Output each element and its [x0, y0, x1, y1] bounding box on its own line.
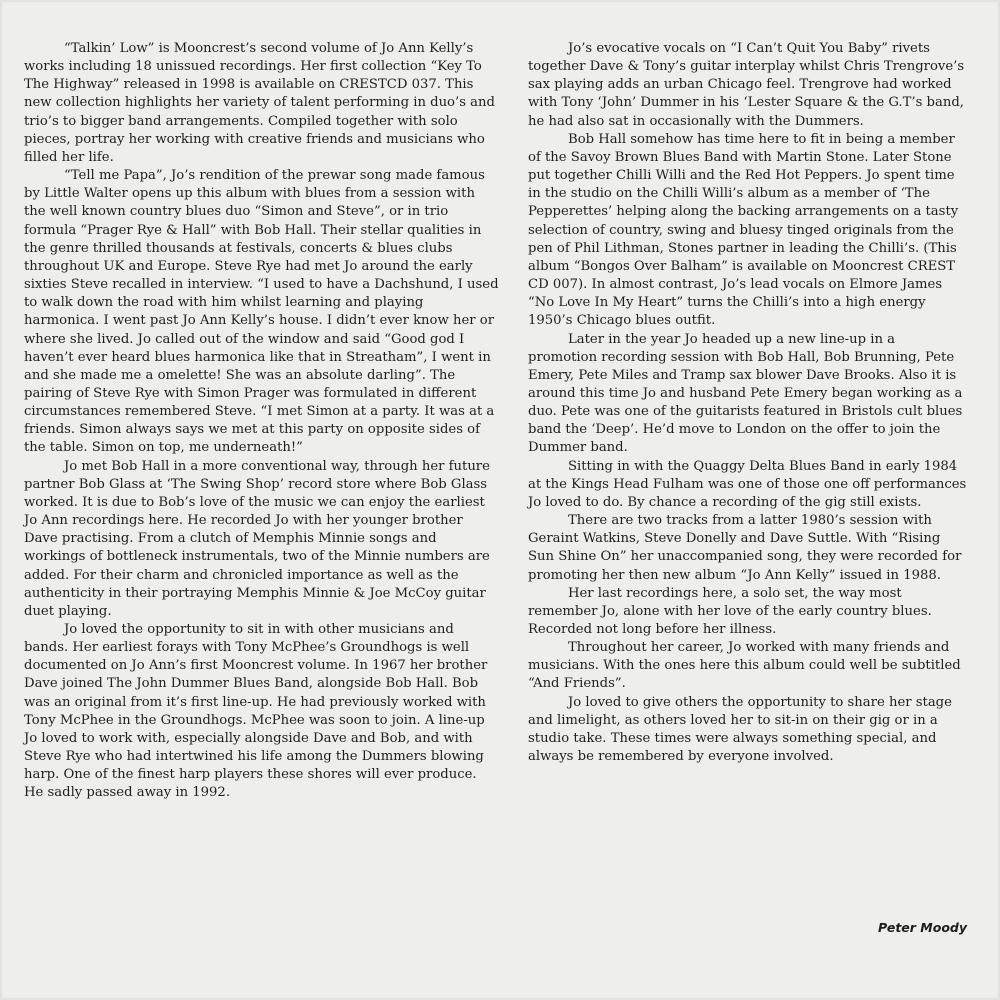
paragraph: Later in the year Jo headed up a new line-up in a promotion recording session with Bob Hall, Bob Brunning, Pete Emery, Pete Miles and Tramp sax blower Dave Brooks. Also it is around this time Jo and husband Pete Emery began working as a duo. Pete was one of the guitarists featured in Bristols cult blues band the ‘Deep’. He’d move to London on the offer to join the Dummer band.: [528, 331, 963, 456]
author-signature: Peter Moody: [878, 920, 967, 935]
paragraph: Throughout her career, Jo worked with many friends and musicians. With the ones here this album could well be subtitled “And Friends”.: [528, 640, 961, 692]
paragraph: Her last recordings here, a solo set, the way most remember Jo, alone with her love of the early country blues. Recorded not long before her illness.: [528, 585, 932, 637]
paragraph: Jo met Bob Hall in a more conventional way, through her future partner Bob Glass at ‘The Swing Shop’ record store where Bob Glass worked. It is due to Bob’s love of the music we can enjoy the earliest Jo Ann recordings here. He recorded Jo with her younger brother Dave practising. From a clutch of Memphis Minnie songs and workings of bottleneck instrumentals, two of the Minnie numbers are added. For their charm and chronicled importance as well as the authenticity in their portraying Memphis Minnie & Joe McCoy guitar duet playing.: [24, 458, 490, 619]
paragraph: Bob Hall somehow has time here to fit in being a member of the Savoy Brown Blues Band with Martin Stone. Later Stone put together Chilli Willi and the Red Hot Peppers. Jo spent time in the studio on the Chilli Willi’s album as a member of ‘The Pepperettes’ helping along the backing arrangements on a tasty selection of country, swing and bluesy tinged originals from the pen of Phil Lithman, Stones partner in leading the Chilli’s. (This album “Bongos Over Balham” is available on Mooncrest CREST CD 007). In almost contrast, Jo’s lead vocals on Elmore James “No Love In My Heart” turns the Chilli’s into a high energy 1950’s Chicago blues outfit.: [528, 131, 959, 329]
paragraph: Sitting in with the Quaggy Delta Blues Band in early 1984 at the Kings Head Fulham was one of those one off performances Jo loved to do. By chance a recording of the gig still exists.: [528, 458, 967, 510]
paragraph: “Tell me Papa”, Jo’s rendition of the prewar song made famous by Little Walter opens up this album with blues from a session with the well known country blues duo “Simon and Steve”, or in trio formula “Prager Rye & Hall” with Bob Hall. Their stellar qualities in the genre thrilled thousands at festivals, concerts & blues clubs throughout UK and Europe. Steve Rye had met Jo around the early sixties Steve recalled in interview. “I used to have a Dachshund, I used to walk down the road with him whilst learning and playing harmonica. I went past Jo Ann Kelly’s house. I didn’t ever know her or where she lived. Jo called out of the window and said “Good god I haven’t ever heard blues harmonica like that in Streatham”, I went in and she made me a omelette! She was an absolute darling”. The pairing of Steve Rye with Simon Prager was formulated in different circumstances remembered Steve. “I met Simon at a party. It was at a friends. Simon always says we met at this party on opposite sides of the table. Simon on top, me underneath!”: [24, 168, 499, 456]
right-text-column: [528, 40, 968, 766]
paragraph: “Talkin’ Low” is Mooncrest’s second volume of Jo Ann Kelly’s works including 18 unissued recordings. Her first collection “Key To The Highway” released in 1998 is available on CRESTCD 037. This new collection highlights her variety of talent performing in duo’s and trio’s to bigger band arrangements. Compiled together with solo pieces, portray her working with creative friends and musicians who filled her life.: [24, 41, 495, 165]
paragraph: Jo loved the opportunity to sit in with other musicians and bands. Her earliest forays with Tony McPhee’s Groundhogs is well documented on Jo Ann’s first Mooncrest volume. In 1967 her brother Dave joined The John Dummer Blues Band, alongside Bob Hall. Bob was an original from it’s first line-up. He had previously worked with Tony McPhee in the Groundhogs. McPhee was soon to join. A line-up Jo loved to work with, especially alongside Dave and Bob, and with Steve Rye who had intertwined his life among the Dummers blowing harp. One of the finest harp players these shores will ever produce. He sadly passed away in 1992.: [24, 622, 488, 801]
paragraph: Jo’s evocative vocals on “I Can’t Quit You Baby” rivets together Dave & Tony’s guitar interplay whilst Chris Trengrove’s sax playing adds an urban Chicago feel. Trengrove had worked with Tony ‘John’ Dummer in his ‘Lester Square & the G.T’s band, he had also sat in occasionally with the Dummers.: [528, 41, 965, 129]
left-text-column: [24, 40, 500, 803]
paragraph: Jo loved to give others the opportunity to share her stage and limelight, as others loved her to sit-in on their gig or in a studio take. These times were always something special, and always be remembered by everyone involved.: [528, 694, 952, 765]
paragraph: There are two tracks from a latter 1980’s session with Geraint Watkins, Steve Donelly and Dave Suttle. With “Rising Sun Shine On” her unaccompanied song, they were recorded for promoting her then new album “Jo Ann Kelly” issued in 1988.: [528, 513, 962, 583]
